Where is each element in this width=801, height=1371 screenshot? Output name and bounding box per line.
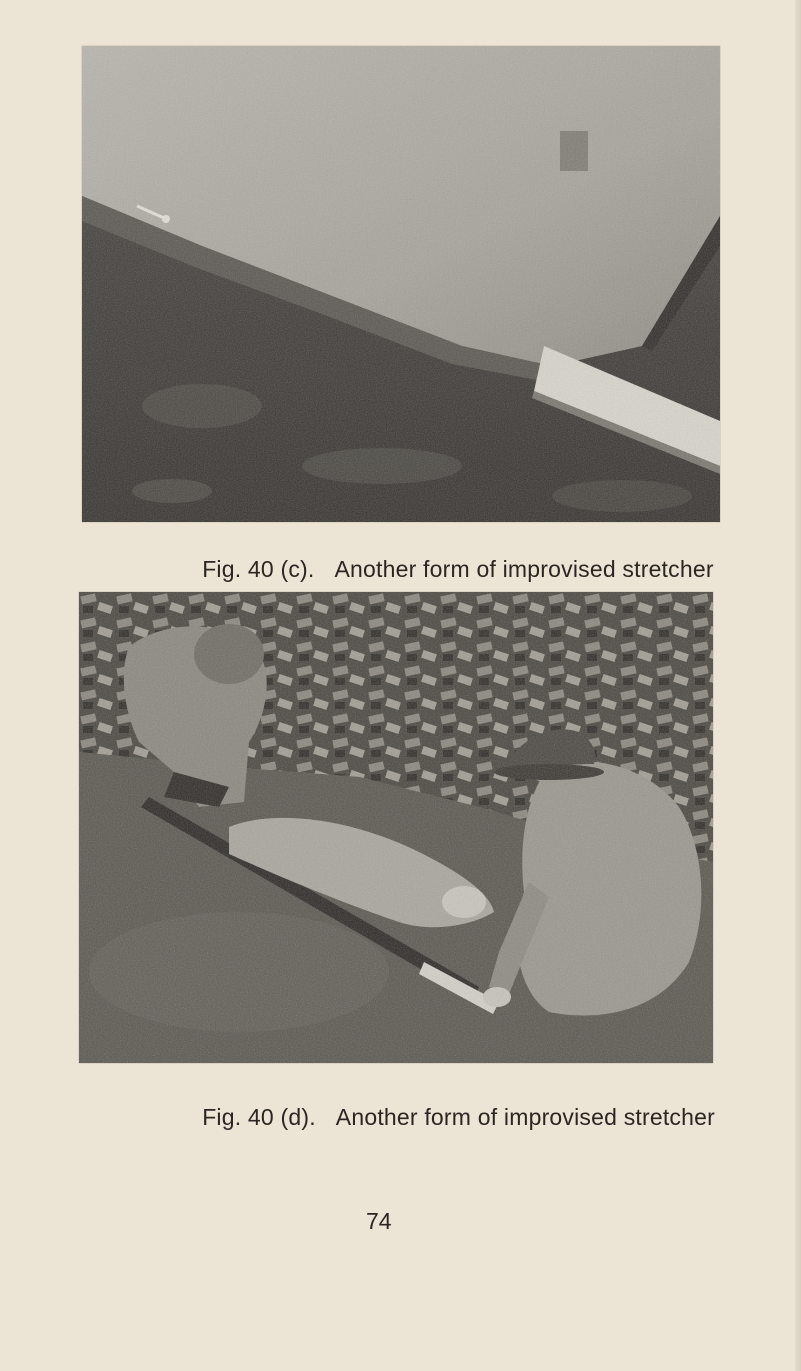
stretcher-carry-photo-icon (79, 592, 713, 1063)
page-edge (795, 0, 801, 1371)
figure-40d-photo (79, 592, 713, 1063)
figure-40d-caption (189, 1083, 715, 1129)
figure-40c-photo (82, 46, 720, 522)
figure-40d-caption-text: Another form of improvised stretcher (335, 1104, 715, 1130)
page-number: 74 (366, 1208, 392, 1234)
figure-40c-caption (189, 535, 714, 581)
stretcher-blanket-photo-icon (82, 46, 720, 522)
figure-40c-label: Fig. 40 (c). (202, 556, 315, 582)
figure-40c-caption-text: Another form of improvised stretcher (334, 556, 714, 582)
figure-40d-label: Fig. 40 (d). (202, 1104, 316, 1130)
